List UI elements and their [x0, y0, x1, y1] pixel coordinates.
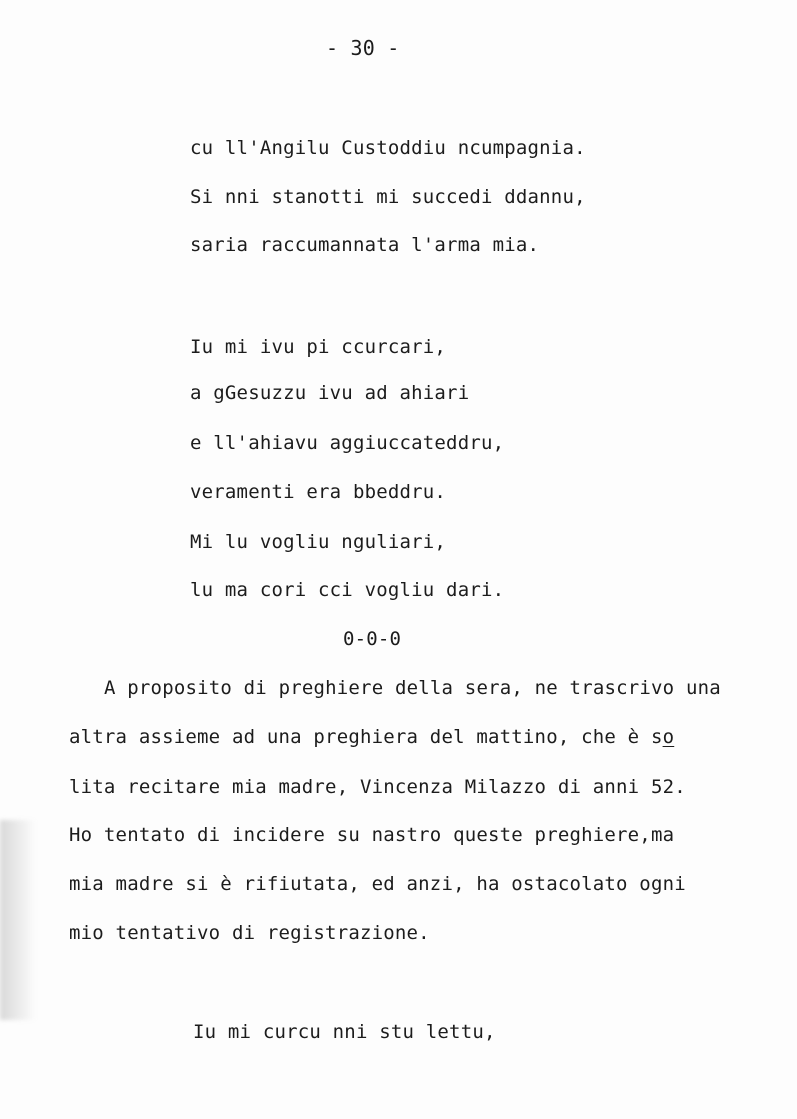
verse-line: a gGesuzzu ivu ad ahiari [190, 382, 470, 404]
paragraph-line [69, 725, 674, 749]
scan-edge-shadow [0, 820, 36, 1020]
page-number: - 30 - [326, 36, 400, 60]
verse-line: lu ma cori cci vogliu dari. [190, 579, 505, 601]
verse-line: Mi lu vogliu nguliari, [190, 531, 447, 553]
verse-line: Iu mi ivu pi ccurcari, [190, 336, 447, 358]
paragraph-line: mia madre si è rifiutata, ed anzi, ha ostacolato ogni [69, 873, 686, 895]
verse-line: e ll'ahiavu aggiuccateddru, [190, 432, 505, 454]
verse-line: Si nni stanotti mi succedi ddannu, [190, 186, 586, 208]
verse-line: veramenti era bbeddru. [190, 481, 447, 503]
paragraph-line: lita recitare mia madre, Vincenza Milazzo di anni 52. [69, 776, 686, 798]
paragraph-line: mio tentativo di registrazione. [69, 922, 430, 944]
verse-line: Iu mi curcu nni stu lettu, [193, 1021, 496, 1043]
verse-line: saria raccumannata l'arma mia. [190, 234, 540, 256]
paragraph-line: Ho tentato di incidere su nastro queste preghiere,ma [69, 824, 675, 846]
section-separator: 0-0-0 [343, 628, 402, 650]
verse-line: cu ll'Angilu Custoddiu ncumpagnia. [190, 137, 586, 159]
underlined-syllable: o [662, 726, 675, 748]
paragraph-line: A proposito di preghiere della sera, ne trascrivo una [104, 677, 721, 699]
paragraph-text: altra assieme ad una preghiera del mattino, che è s [69, 726, 663, 748]
